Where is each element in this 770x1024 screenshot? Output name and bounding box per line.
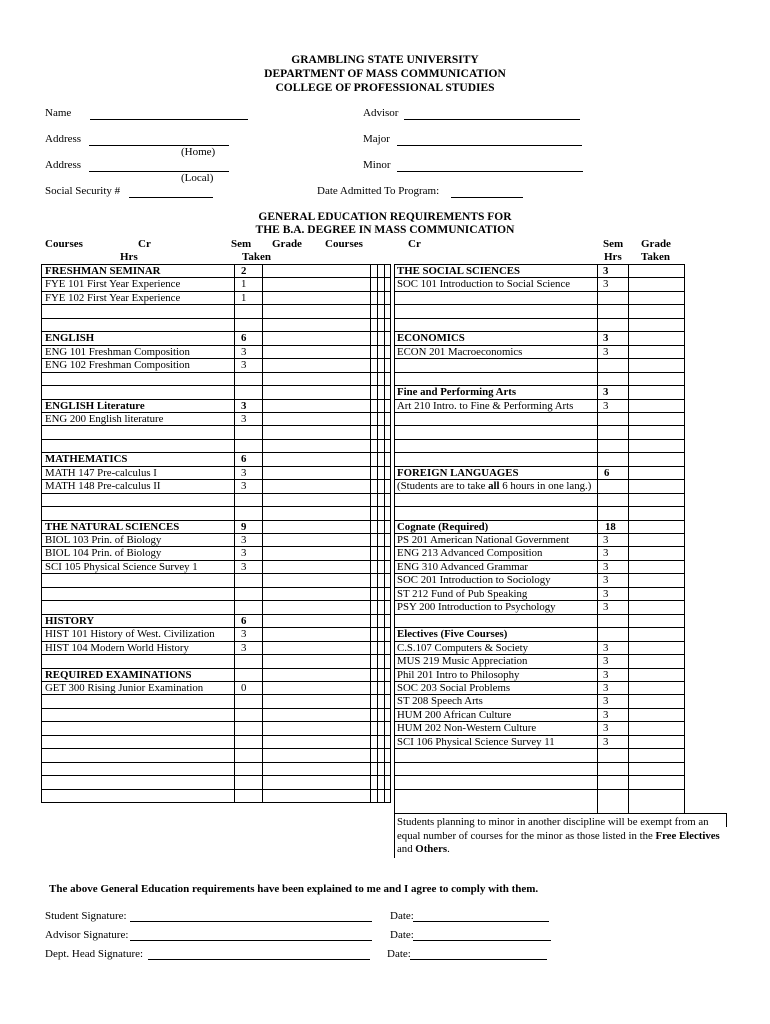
- ssn-input-line[interactable]: [129, 197, 213, 198]
- left-course-cell: MATHEMATICS: [45, 453, 128, 466]
- right-course-cell: ST 208 Speech Arts: [397, 695, 483, 708]
- right-course-cell: SOC 201 Introduction to Sociology: [397, 574, 551, 587]
- left-course-cell: ENG 101 Freshman Composition: [45, 345, 190, 358]
- others-text: Others: [415, 843, 448, 855]
- left-course-cell: HIST 101 History of West. Civilization: [45, 628, 215, 641]
- right-course-cell: PS 201 American National Government: [397, 534, 570, 546]
- major-label: Major: [363, 133, 390, 145]
- right-credit-cell: 3: [603, 278, 609, 291]
- advisor-input-line[interactable]: [404, 119, 580, 120]
- right-course-cell: ECON 201 Macroeconomics: [397, 345, 523, 358]
- minor-input-line[interactable]: [397, 171, 583, 172]
- gen-ed-title-line1: GENERAL EDUCATION REQUIREMENTS FOR: [258, 211, 512, 223]
- name-input-line[interactable]: [90, 119, 248, 120]
- grid-hline: [394, 775, 685, 776]
- left-course-cell: BIOL 103 Prin. of Biology: [45, 534, 162, 546]
- grid-hline: [41, 721, 391, 722]
- left-credit-cell: 3: [241, 628, 247, 641]
- left-credit-cell: 0: [241, 681, 247, 694]
- col-cr-left: Cr: [138, 238, 151, 250]
- advisor-date-line[interactable]: [413, 940, 551, 941]
- grid-hline: [41, 600, 391, 601]
- grid-hline: [41, 762, 391, 763]
- right-credit-cell: 3: [603, 722, 609, 735]
- left-credit-cell: 6: [241, 453, 247, 466]
- dept-head-date-label: Date:: [387, 948, 411, 960]
- right-course-cell: (Students are to take all 6 hours in one lang.): [397, 480, 592, 493]
- advisor-signature-label: Advisor Signature:: [45, 929, 129, 941]
- name-label: Name: [45, 107, 72, 119]
- left-course-cell: ENGLISH Literature: [45, 399, 145, 412]
- grid-hline: [41, 385, 391, 386]
- right-course-cell: ENG 310 Advanced Grammar: [397, 560, 529, 573]
- right-course-cell: FOREIGN LANGUAGES: [397, 466, 519, 479]
- student-date-label: Date:: [390, 910, 414, 922]
- student-signature-label: Student Signature:: [45, 910, 127, 922]
- left-credit-cell: 3: [241, 641, 247, 654]
- right-credit-cell: 3: [603, 399, 609, 412]
- right-course-cell: ENG 213 Advanced Composition: [397, 547, 543, 560]
- date-admitted-input-line[interactable]: [451, 197, 523, 198]
- left-credit-cell: 3: [241, 412, 247, 425]
- right-credit-cell: 3: [603, 534, 609, 546]
- col-hrs-left: Hrs: [120, 251, 138, 263]
- grid-hline: [41, 654, 391, 655]
- left-course-cell: HISTORY: [45, 614, 95, 627]
- grid-hline: [394, 358, 685, 359]
- left-credit-cell: 3: [241, 466, 247, 479]
- left-credit-cell: 3: [241, 547, 247, 560]
- left-course-cell: ENG 200 English literature: [45, 412, 164, 425]
- student-signature-line[interactable]: [130, 921, 372, 922]
- col-grade-right: Grade: [641, 238, 671, 250]
- right-credit-cell: 3: [603, 574, 609, 587]
- col-hrs-right: Hrs: [604, 251, 622, 263]
- home-address-label: Address: [45, 133, 82, 145]
- grid-hline: [41, 318, 391, 319]
- advisor-label: Advisor: [363, 107, 399, 119]
- left-course-cell: SCI 105 Physical Science Survey 1: [45, 560, 198, 573]
- grid-hline: [394, 412, 685, 413]
- right-credit-cell: 3: [603, 735, 609, 748]
- minor-label: Minor: [363, 159, 391, 171]
- right-credit-cell: 3: [603, 601, 609, 614]
- col-sem-right: Sem: [603, 238, 624, 250]
- right-credit-cell: 3: [603, 587, 609, 600]
- right-credit-cell: 3: [603, 332, 609, 345]
- left-course-cell: ENGLISH: [45, 332, 95, 345]
- left-credit-cell: 3: [241, 560, 247, 573]
- left-course-cell: BIOL 104 Prin. of Biology: [45, 547, 162, 560]
- right-course-cell: THE SOCIAL SCIENCES: [397, 265, 521, 277]
- right-credit-cell: 3: [603, 547, 609, 560]
- left-credit-cell: 6: [241, 332, 247, 345]
- grid-hline: [41, 493, 391, 494]
- left-credit-cell: 3: [241, 345, 247, 358]
- grid-hline: [394, 304, 685, 305]
- left-credit-cell: 3: [241, 359, 247, 372]
- emphasis-all: all: [488, 480, 500, 493]
- right-course-cell: Art 210 Intro. to Fine & Performing Arts: [397, 399, 574, 412]
- right-course-cell: Electives (Five Courses): [397, 628, 508, 641]
- grid-hline: [394, 493, 685, 494]
- grid-hline: [394, 748, 685, 749]
- left-course-cell: FYE 101 First Year Experience: [45, 278, 181, 291]
- grid-hline: [394, 506, 685, 507]
- note-box-border: [394, 813, 395, 858]
- left-course-cell: MATH 147 Pre-calculus I: [45, 466, 157, 479]
- home-note: (Home): [181, 146, 216, 158]
- left-course-cell: MATH 148 Pre-calculus II: [45, 480, 161, 493]
- grid-hline: [41, 775, 391, 776]
- grid-hline: [41, 439, 391, 440]
- major-input-line[interactable]: [397, 145, 582, 146]
- advisor-signature-line[interactable]: [130, 940, 372, 941]
- left-course-cell: REQUIRED EXAMINATIONS: [45, 668, 192, 681]
- grid-hline: [41, 587, 391, 588]
- grid-hline: [394, 789, 685, 790]
- right-course-cell: SOC 203 Social Problems: [397, 681, 511, 694]
- right-course-cell: HUM 200 African Culture: [397, 708, 512, 721]
- right-course-cell: Cognate (Required): [397, 520, 489, 533]
- grid-hline: [41, 789, 391, 790]
- right-credit-cell: 3: [603, 655, 609, 668]
- right-credit-cell: 3: [603, 668, 609, 681]
- right-course-cell: Fine and Performing Arts: [397, 386, 517, 399]
- grid-hline: [394, 318, 685, 319]
- grid-hline: [41, 802, 391, 803]
- right-course-cell: Phil 201 Intro to Philosophy: [397, 668, 520, 681]
- free-electives-text: Free Electives: [655, 829, 720, 842]
- grid-hline: [394, 291, 685, 292]
- right-credit-cell: 3: [603, 681, 609, 694]
- right-credit-cell: 3: [603, 386, 609, 399]
- minor-note-end: .: [447, 843, 450, 855]
- left-credit-cell: 3: [241, 534, 247, 546]
- grid-hline: [394, 372, 685, 373]
- left-credit-cell: 3: [241, 399, 247, 412]
- left-course-cell: FYE 102 First Year Experience: [45, 291, 181, 304]
- grid-hline: [41, 748, 391, 749]
- left-course-cell: ENG 102 Freshman Composition: [45, 359, 190, 372]
- col-courses-right: Courses: [325, 238, 363, 250]
- left-credit-cell: 2: [241, 265, 247, 277]
- col-taken-right: Taken: [641, 251, 670, 263]
- right-course-cell: SOC 101 Introduction to Social Science: [397, 278, 571, 291]
- right-course-cell: ST 212 Fund of Pub Speaking: [397, 587, 528, 600]
- grid-hline: [41, 708, 391, 709]
- col-sem-left: Sem: [231, 238, 252, 250]
- right-course-cell: ECONOMICS: [397, 332, 465, 345]
- grid-hline: [394, 425, 685, 426]
- left-credit-cell: 1: [241, 278, 247, 291]
- left-credit-cell: 9: [241, 520, 247, 533]
- date-admitted-label: Date Admitted To Program:: [317, 185, 440, 197]
- grid-hline: [41, 372, 391, 373]
- right-course-cell: PSY 200 Introduction to Psychology: [397, 601, 556, 614]
- minor-note-text: Students planning to minor in another discipline will be exempt from an equal number of courses for the minor as those listed in the: [397, 816, 709, 842]
- note-box-border: [394, 813, 727, 814]
- right-credit-cell: 3: [603, 708, 609, 721]
- col-taken-left: Taken: [242, 251, 271, 263]
- right-course-cell: MUS 219 Music Appreciation: [397, 655, 528, 668]
- left-credit-cell: 3: [241, 480, 247, 493]
- grid-hline: [394, 452, 685, 453]
- college-name: COLLEGE OF PROFESSIONAL STUDIES: [275, 82, 495, 94]
- dept-head-signature-line[interactable]: [148, 959, 370, 960]
- left-course-cell: GET 300 Rising Junior Examination: [45, 681, 204, 694]
- minor-note-and: and: [397, 843, 416, 855]
- dept-head-date-line[interactable]: [410, 959, 547, 960]
- ssn-label: Social Security #: [45, 185, 121, 197]
- local-note: (Local): [181, 172, 214, 184]
- left-course-cell: FRESHMAN SEMINAR: [45, 265, 161, 277]
- col-courses-left: Courses: [45, 238, 83, 250]
- grid-hline: [394, 614, 685, 615]
- right-credit-cell: 3: [603, 560, 609, 573]
- right-credit-cell: 18: [605, 520, 616, 533]
- agreement-statement: The above General Education requirements have been explained to me and I agree to comply with them.: [49, 883, 539, 895]
- minor-exemption-note: [397, 816, 727, 857]
- grid-hline: [41, 573, 391, 574]
- grid-vline: [684, 264, 685, 813]
- grid-vline: [394, 264, 395, 813]
- left-credit-cell: 1: [241, 291, 247, 304]
- left-course-cell: THE NATURAL SCIENCES: [45, 520, 180, 533]
- advisor-date-label: Date:: [390, 929, 414, 941]
- university-name: GRAMBLING STATE UNIVERSITY: [291, 54, 479, 66]
- student-date-line[interactable]: [413, 921, 549, 922]
- grid-hline: [41, 506, 391, 507]
- gen-ed-title-line2: THE B.A. DEGREE IN MASS COMMUNICATION: [255, 224, 515, 236]
- right-credit-cell: 6: [604, 466, 610, 479]
- grid-hline: [394, 762, 685, 763]
- grid-hline: [41, 425, 391, 426]
- col-grade-left: Grade: [272, 238, 302, 250]
- dept-head-signature-label: Dept. Head Signature:: [45, 948, 144, 960]
- grid-hline: [41, 694, 391, 695]
- grid-hline: [394, 439, 685, 440]
- grid-hline: [41, 735, 391, 736]
- right-credit-cell: 3: [603, 695, 609, 708]
- department-name: DEPARTMENT OF MASS COMMUNICATION: [264, 68, 506, 80]
- grid-vline: [628, 264, 629, 813]
- grid-vline: [597, 264, 598, 813]
- right-course-cell: C.S.107 Computers & Society: [397, 641, 529, 654]
- right-credit-cell: 3: [603, 641, 609, 654]
- col-cr-right: Cr: [408, 238, 421, 250]
- right-credit-cell: 3: [603, 265, 609, 277]
- right-credit-cell: 3: [603, 345, 609, 358]
- local-address-label: Address: [45, 159, 82, 171]
- left-course-cell: HIST 104 Modern World History: [45, 641, 189, 654]
- right-course-cell: HUM 202 Non-Western Culture: [397, 722, 537, 735]
- left-credit-cell: 6: [241, 614, 247, 627]
- grid-hline: [41, 304, 391, 305]
- right-course-cell: SCI 106 Physical Science Survey 11: [397, 735, 555, 748]
